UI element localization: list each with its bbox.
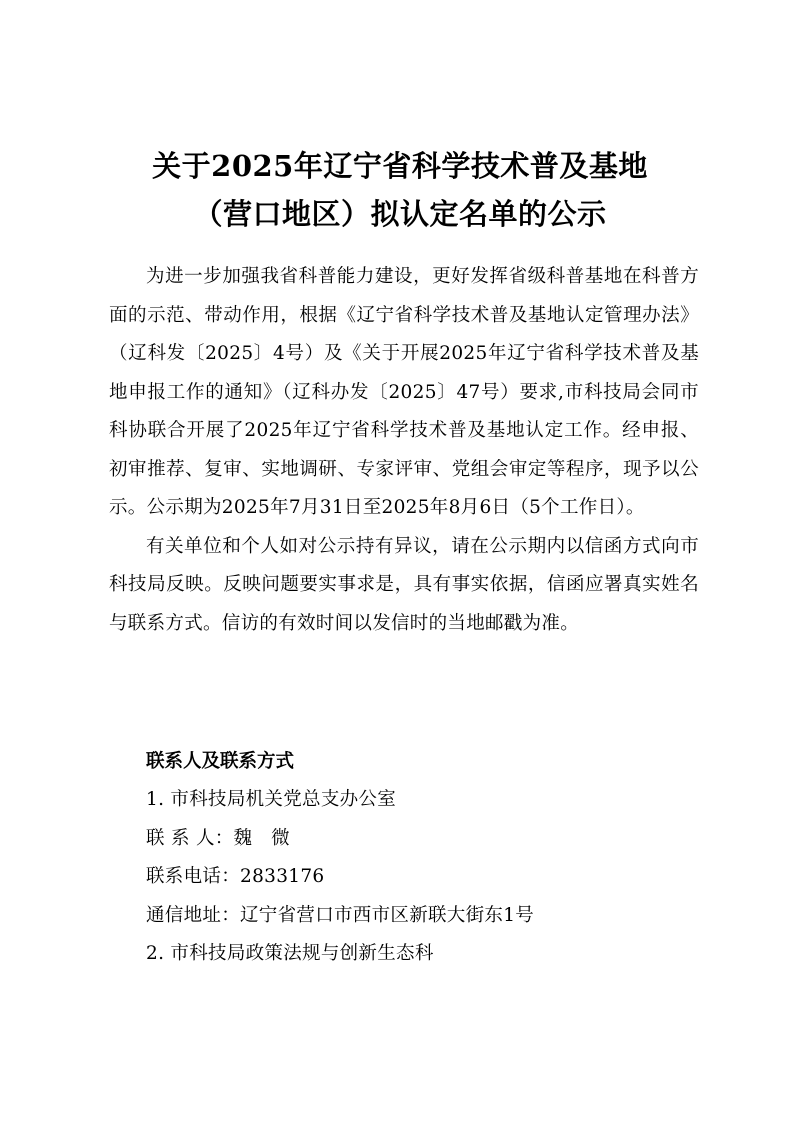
contact-office-2: 2. 市科技局政策法规与创新生态科	[146, 943, 434, 964]
contact-section	[146, 743, 706, 974]
contact-heading: 联系人及联系方式	[146, 751, 295, 772]
notice-title	[100, 142, 700, 238]
body-paragraph-2: 有关单位和个人如对公示持有异议，请在公示期内以信函方式向市科技局反映。反映问题要实事求是，具有事实依据，信函应署真实姓名与联系方式。信访的有效时间以发信时的当地邮戳为准。	[109, 535, 699, 634]
contact-phone: 联系电话：2833176	[146, 866, 325, 887]
contact-address: 通信地址：辽宁省营口市西市区新联大街东1号	[146, 904, 535, 926]
contact-person: 联 系 人：魏 微	[146, 827, 290, 849]
notice-body	[109, 258, 699, 643]
title-line-1: 关于2025年辽宁省科学技术普及基地	[152, 149, 648, 183]
title-line-2: （营口地区）拟认定名单的公示	[193, 197, 607, 231]
body-paragraph-1: 为进一步加强我省科普能力建设，更好发挥省级科普基地在科普方面的示范、带动作用，根据《辽宁省科学技术普及基地认定管理办法》（辽科发〔2025〕4号）及《关于开展2025年辽宁省科学技术普及基地申报工作的通知》（辽科办发〔2025〕47号）要求,市科技局会同市科协联合开展了2025年辽宁省科学技术普及基地认定工作。经申报、初审推荐、复审、实地调研、专家评审、党组会审定等程序，现予以公示。公示期为2025年7月31日至2025年8月6日（5个工作日）。	[109, 266, 699, 518]
contact-office-1: 1. 市科技局机关党总支办公室	[146, 789, 397, 810]
